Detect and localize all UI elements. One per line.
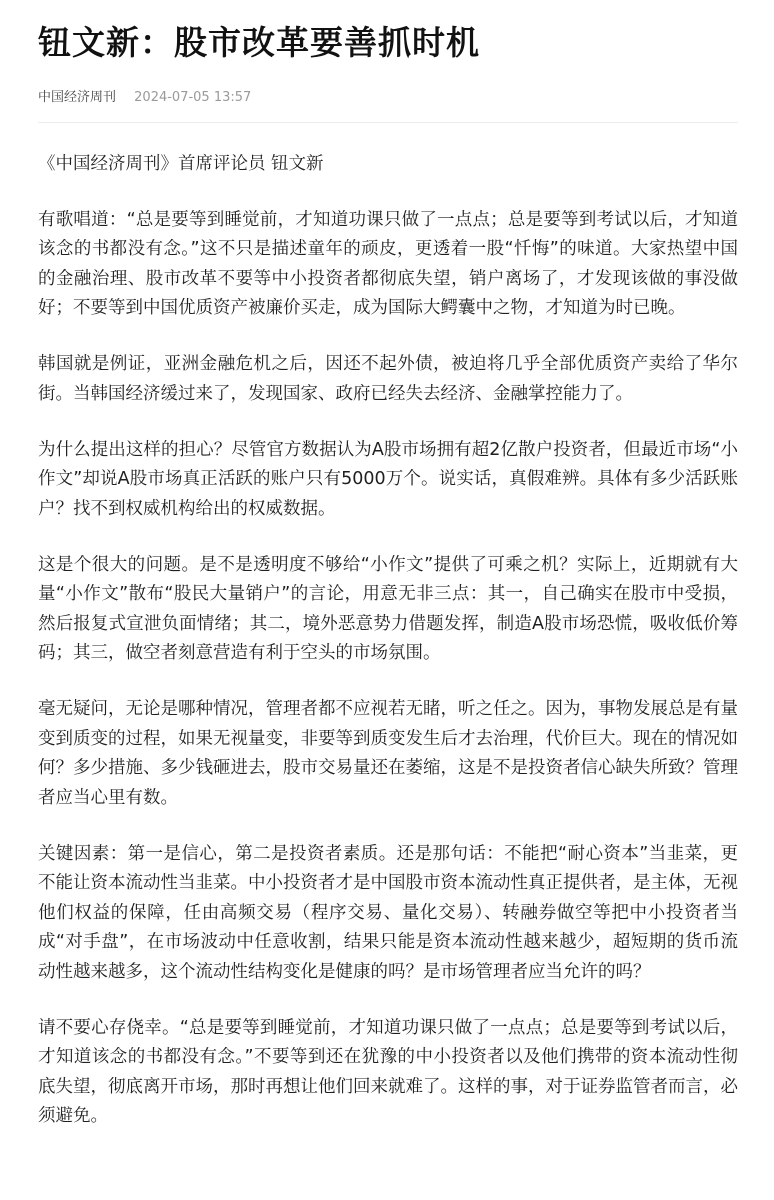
paragraph: 关键因素：第一是信心，第二是投资者素质。还是那句话：不能把“耐心资本”当韭菜，更不能让资本流动性当韭菜。中小投资者才是中国股市资本流动性真正提供者，是主体，无视他们权益的保障，任由高频交易（程序交易、量化交易）、转融券做空等把中小投资者当成“对手盘”，在市场波动中任意收割，结果只能是资本流动性越来越少，超短期的货币流动性越来越多，这个流动性结构变化是健康的吗？是市场管理者应当允许的吗？ xyxy=(38,843,738,982)
paragraph: 韩国就是例证，亚洲金融危机之后，因还不起外债，被迫将几乎全部优质资产卖给了华尔街。当韩国经济缓过来了，发现国家、政府已经失去经济、金融掌控能力了。 xyxy=(38,354,738,404)
publish-time: 2024-07-05 13:57 xyxy=(134,90,252,105)
meta-divider xyxy=(38,122,738,123)
article-body xyxy=(38,150,738,1132)
article xyxy=(38,0,738,1158)
paragraph: 有歌唱道：“总是要等到睡觉前，才知道功课只做了一点点；总是要等到考试以后，才知道该念的书都没有念。”这不只是描述童年的顽皮，更透着一股“忏悔”的味道。大家热望中国的金融治理、股市改革不要等中小投资者都彻底失望，销户离场了，才发现该做的事没做好；不要等到中国优质资产被廉价买走，成为国际大鳄囊中之物，才知道为时已晚。 xyxy=(38,209,738,318)
paragraph: 这是个很大的问题。是不是透明度不够给“小作文”提供了可乘之机？实际上，近期就有大量“小作文”散布“股民大量销户”的言论，用意无非三点：其一，自己确实在股市中受损，然后报复式宣泄负面情绪；其二，境外恶意势力借题发挥，制造A股市场恐慌，吸收低价筹码；其三，做空者刻意营造有利于空头的市场氛围。 xyxy=(38,554,738,663)
byline: 《中国经济周刊》首席评论员 钮文新 xyxy=(38,154,324,174)
paragraph: 为什么提出这样的担心？尽管官方数据认为A股市场拥有超2亿散户投资者，但最近市场“小作文”却说A股市场真正活跃的账户只有5000万个。说实话，真假难辨。具体有多少活跃账户？找不到权威机构给出的权威数据。 xyxy=(38,439,738,519)
article-meta xyxy=(38,88,738,108)
article-title: 钮文新：股市改革要善抓时机 xyxy=(38,23,480,62)
paragraph: 请不要心存侥幸。“总是要等到睡觉前，才知道功课只做了一点点；总是要等到考试以后，才知道该念的书都没有念。”不要等到还在犹豫的中小投资者以及他们携带的资本流动性彻底失望，彻底离开市场，那时再想让他们回来就难了。这样的事，对于证券监管者而言，必须避免。 xyxy=(38,1017,738,1126)
paragraph: 毫无疑问，无论是哪种情况，管理者都不应视若无睹，听之任之。因为，事物发展总是有量变到质变的过程，如果无视量变，非要等到质变发生后才去治理，代价巨大。现在的情况如何？多少措施、多少钱砸进去，股市交易量还在萎缩，这是不是投资者信心缺失所致？管理者应当心里有数。 xyxy=(38,699,738,808)
source-name[interactable]: 中国经济周刊 xyxy=(38,90,117,105)
